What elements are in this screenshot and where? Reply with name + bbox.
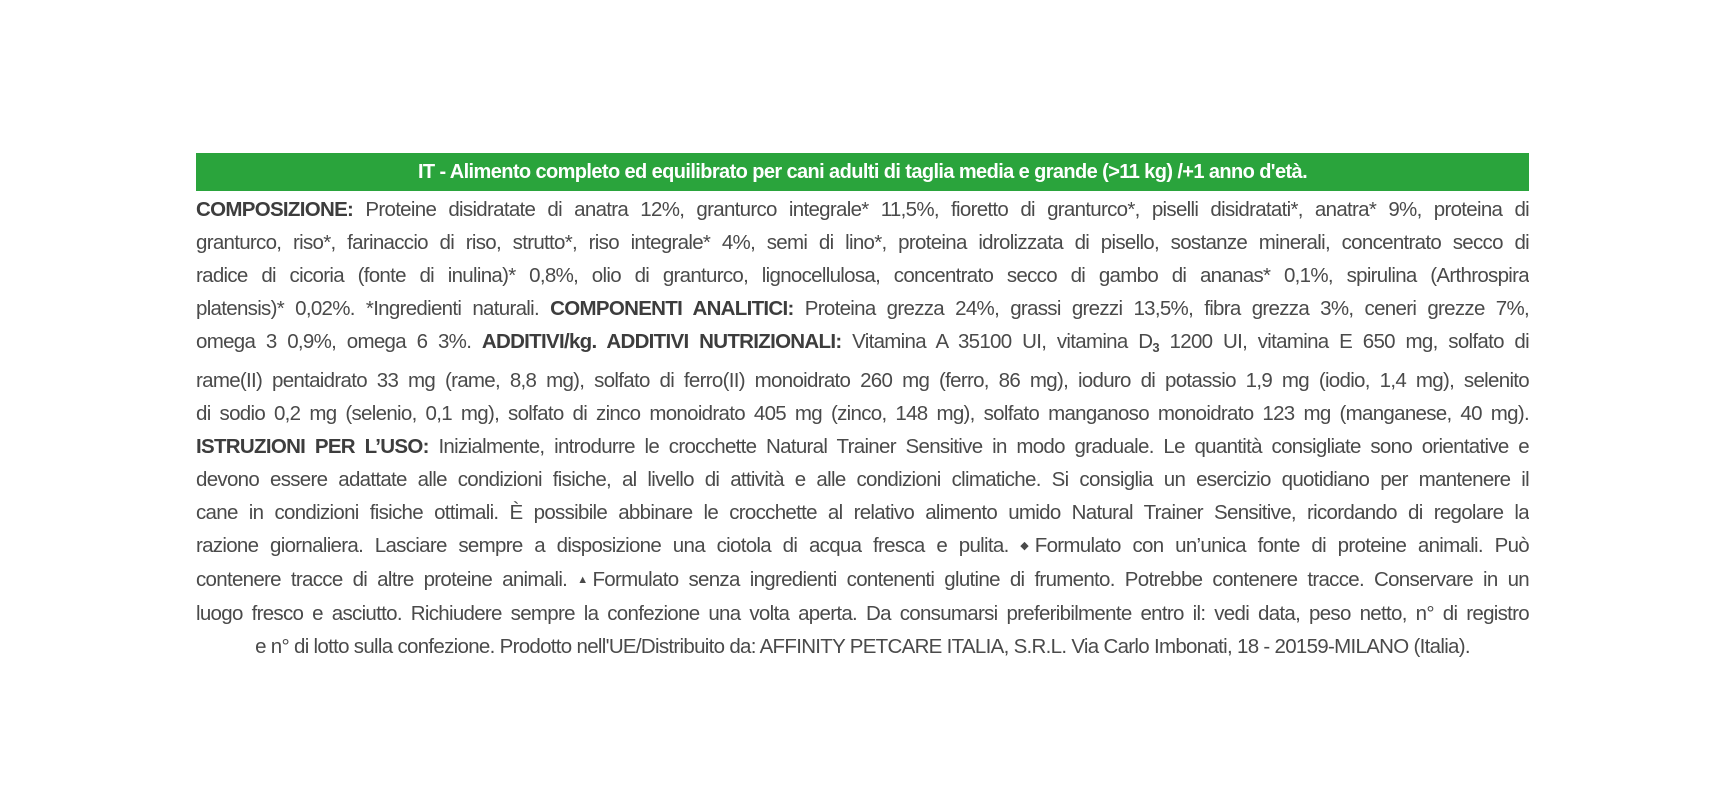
text-segment: Proteina grezza 24%, grassi grezzi 13,5%, fibra grezza 3%, ceneri grezze 7%, xyxy=(793,297,1529,320)
istruzioni-heading: ISTRUZIONI PER L’USO: xyxy=(196,435,429,458)
text-segment: omega 3 0,9%, omega 6 3%. xyxy=(196,330,482,353)
text-segment: 1200 UI, vitamina E 650 mg, solfato di xyxy=(1158,330,1529,353)
text-segment: granturco, riso*, farinaccio di riso, strutto*, riso integrale* 4%, semi di lino*, proteina idrolizzata di pisello, sostanze minerali, concentrato secco di xyxy=(196,231,1529,254)
text-segment: Formulato senza ingredienti contenenti glutine di frumento. Potrebbe contenere tracce. Conservare in un xyxy=(592,568,1529,591)
text-line-9 xyxy=(196,463,1529,496)
text-segment: e n° di lotto sulla confezione. Prodotto nell'UE/Distribuito da: AFFINITY PETCARE ITALIA, S.R.L. Via Carlo Imbonati, 18 - 20159-MILANO (Italia). xyxy=(255,635,1470,658)
text-segment: Vitamina A 35100 UI, vitamina D xyxy=(841,330,1153,353)
text-segment: razione giornaliera. Lasciare sempre a disposizione una ciotola di acqua fresca e pulita. xyxy=(196,534,1021,557)
text-segment: devono essere adattate alle condizioni fisiche, al livello di attività e alle condizioni climatiche. Si consiglia un esercizio quotidiano per mantenere il xyxy=(196,468,1529,491)
header-title: IT - Alimento completo ed equilibrato per cani adulti di taglia media e grande (>11 kg) /+1 anno d'età. xyxy=(417,160,1308,183)
text-line-3 xyxy=(196,259,1529,292)
subscript-3: 3 xyxy=(1152,340,1159,355)
text-segment: Inizialmente, introdurre le crocchette Natural Trainer Sensitive in modo graduale. Le quantità consigliate sono orientative e xyxy=(428,435,1529,458)
label-block xyxy=(196,153,1529,663)
additivi-heading: ADDITIVI/kg. ADDITIVI NUTRIZIONALI: xyxy=(481,330,842,353)
diamond-icon: ◆ xyxy=(1020,540,1035,552)
text-line-5 xyxy=(196,325,1529,364)
text-line-7 xyxy=(196,397,1529,430)
text-line-10 xyxy=(196,496,1529,529)
text-segment: platensis)* 0,02%. *Ingredienti naturali. xyxy=(196,297,551,320)
text-segment: contenere tracce di altre proteine animali. xyxy=(196,568,578,591)
text-line-11 xyxy=(196,529,1529,563)
text-segment: cane in condizioni fisiche ottimali. È possibile abbinare le crocchette al relativo alimento umido Natural Trainer Sensitive, ricordando di regolare la xyxy=(196,501,1529,524)
text-segment: radice di cicoria (fonte di inulina)* 0,8%, olio di granturco, lignocellulosa, concentrato secco di gambo di ananas* 0,1%, spirulina (Arthrospira xyxy=(196,264,1529,287)
composizione-heading: COMPOSIZIONE: xyxy=(196,198,354,221)
text-segment: rame(II) pentaidrato 33 mg (rame, 8,8 mg), solfato di ferro(II) monoidrato 260 mg (ferro, 86 mg), ioduro di potassio 1,9 mg (iodio, 1,4 mg), selenito xyxy=(196,369,1529,392)
text-line-12 xyxy=(196,563,1529,597)
triangle-icon: ▲ xyxy=(577,574,593,586)
composition-text xyxy=(196,193,1529,663)
text-line-2 xyxy=(196,226,1529,259)
text-line-4 xyxy=(196,292,1529,325)
text-line-1 xyxy=(196,193,1529,226)
text-segment: di sodio 0,2 mg (selenio, 0,1 mg), solfato di zinco monoidrato 405 mg (zinco, 148 mg), solfato manganoso monoidrato 123 mg (manganese, 40 mg). xyxy=(196,402,1529,425)
text-segment: Proteine disidratate di anatra 12%, granturco integrale* 11,5%, fioretto di granturco*, piselli disidratati*, anatra* 9%, proteina di xyxy=(353,198,1529,221)
componenti-analitici-heading: COMPONENTI ANALITICI: xyxy=(550,297,794,320)
text-segment: Formulato con un’unica fonte di proteine animali. Può xyxy=(1034,534,1529,557)
text-line-8 xyxy=(196,430,1529,463)
text-line-13 xyxy=(196,597,1529,630)
text-line-6 xyxy=(196,364,1529,397)
header-bar xyxy=(196,153,1529,191)
text-line-14 xyxy=(196,630,1529,663)
text-segment: luogo fresco e asciutto. Richiudere sempre la confezione una volta aperta. Da consumarsi preferibilmente entro il: vedi data, peso netto, n° di registro xyxy=(196,602,1529,625)
